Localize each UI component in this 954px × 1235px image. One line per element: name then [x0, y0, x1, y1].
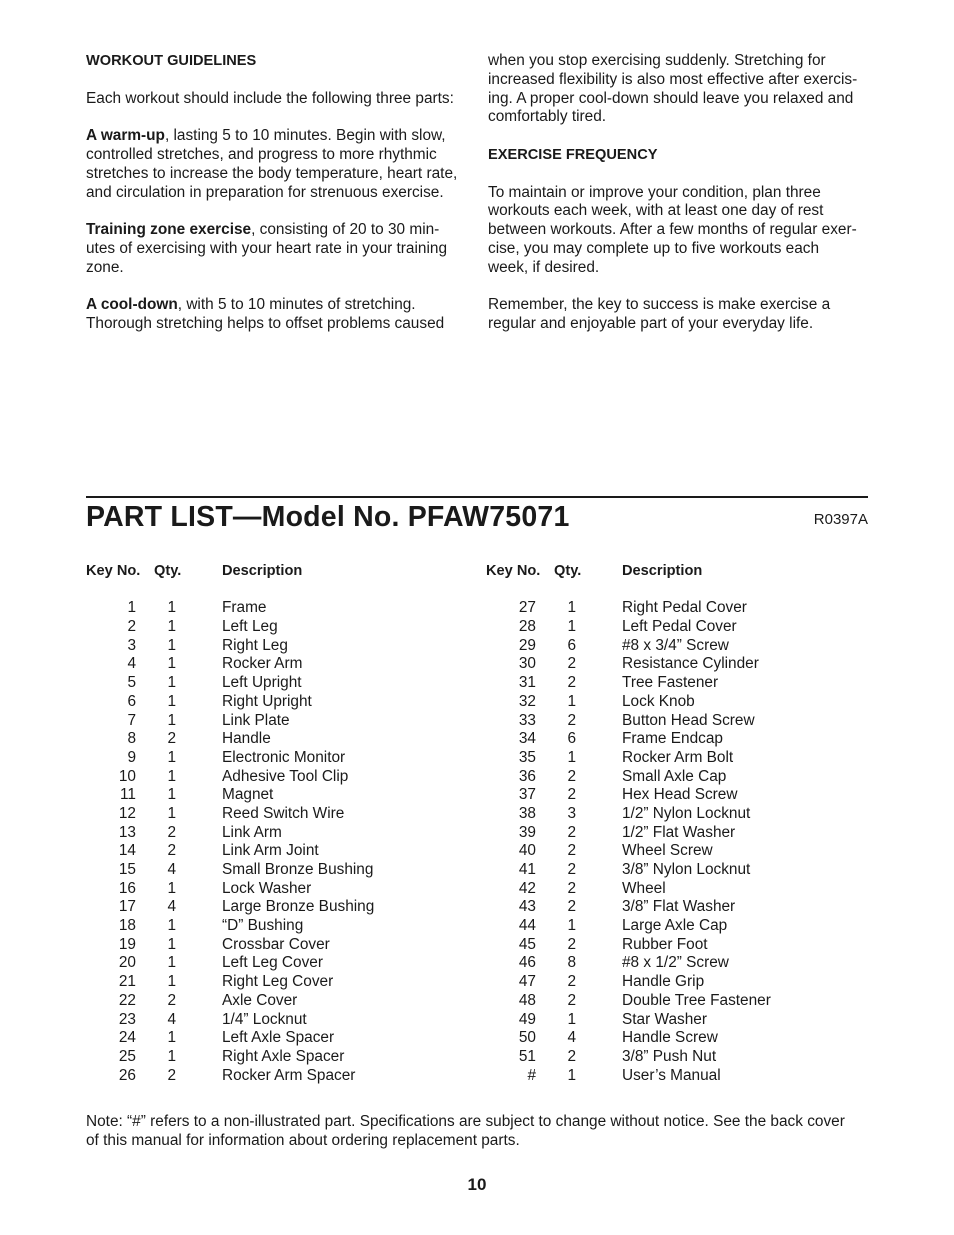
- key-no-cell: 42: [518, 879, 536, 897]
- key-no-cell: 18: [118, 917, 136, 935]
- qty-cell: 4: [567, 1029, 576, 1047]
- key-no-cell: 16: [118, 879, 136, 897]
- key-no-cell: 13: [118, 823, 136, 841]
- part-list-title: PART LIST—Model No. PFAW75071: [86, 501, 570, 533]
- key-no-cell: 7: [127, 711, 136, 729]
- key-no-cell: 9: [127, 748, 136, 766]
- cooldown-continuation: when you stop exercising suddenly. Stretching for increased flexibility is also most effective after exercis- ing. A proper cool-down should leave you relaxed and comfortably tired.: [488, 52, 858, 126]
- description-cell: User’s Manual: [622, 1066, 721, 1084]
- description-cell: Resistance Cylinder: [622, 655, 759, 673]
- section-divider: [86, 496, 868, 498]
- key-no-cell: 32: [518, 692, 536, 710]
- frequency-column: [488, 52, 870, 353]
- description-cell: Left Axle Spacer: [222, 1029, 335, 1047]
- key-no-cell: 30: [518, 655, 536, 673]
- qty-cell: 1: [567, 1066, 576, 1084]
- key-no-header: Key No.: [86, 563, 141, 579]
- qty-cell: 1: [167, 786, 176, 804]
- key-no-cell: 34: [518, 730, 536, 748]
- qty-cell: 1: [567, 1010, 576, 1028]
- frequency-paragraph-1: To maintain or improve your condition, plan three workouts each week, with at least one day of rest between workouts. After a few months of regular exer- cise, you may complete up to five workouts each week, if desired.: [488, 183, 857, 276]
- warmup-text: , lasting 5 to 10 minutes. Begin with slow, controlled stretches, and progress to more rhythmic stretches to increase the body temperature, heart rate, and circulation in preparation for strenuous exercise.: [86, 127, 458, 201]
- description-cell: Rocker Arm Spacer: [222, 1066, 356, 1084]
- description-cell: Link Arm: [222, 823, 282, 841]
- key-no-cell: 19: [118, 935, 136, 953]
- training-text: , consisting of 20 to 30 min- utes of exercising with your heart rate in your training zone.: [86, 221, 448, 276]
- qty-cell: 2: [167, 842, 176, 860]
- qty-cell: 2: [567, 935, 576, 953]
- qty-cell: 2: [167, 823, 176, 841]
- qty-cell: 2: [167, 1066, 176, 1084]
- qty-cell: 2: [567, 674, 576, 692]
- description-cell: #8 x 1/2” Screw: [622, 954, 729, 972]
- key-no-cell: 46: [518, 954, 536, 972]
- key-no-cell: 11: [120, 786, 136, 804]
- description-cell: Magnet: [222, 786, 274, 804]
- qty-cell: 2: [567, 861, 576, 879]
- description-cell: Right Leg Cover: [222, 973, 334, 991]
- key-no-cell: 33: [518, 711, 536, 729]
- qty-cell: 2: [167, 730, 176, 748]
- description-cell: Left Upright: [222, 674, 302, 692]
- description-cell: Hex Head Screw: [622, 786, 738, 804]
- key-no-cell: 38: [518, 804, 536, 822]
- qty-cell: 4: [167, 898, 176, 916]
- qty-cell: 4: [167, 861, 176, 879]
- description-cell: Double Tree Fastener: [622, 991, 771, 1009]
- description-cell: Handle: [222, 730, 271, 748]
- qty-cell: 2: [567, 973, 576, 991]
- key-no-cell: 29: [518, 636, 536, 654]
- key-no-cell: 41: [518, 861, 536, 879]
- qty-cell: 1: [167, 954, 176, 972]
- description-cell: “D” Bushing: [222, 917, 304, 935]
- key-no-cell: 17: [118, 898, 136, 916]
- description-cell: Reed Switch Wire: [222, 804, 345, 822]
- qty-cell: 3: [567, 804, 576, 822]
- cooldown-label: A cool-down: [86, 296, 178, 314]
- key-no-cell: 10: [118, 767, 136, 785]
- qty-cell: 6: [567, 636, 576, 654]
- key-no-cell: 15: [118, 861, 136, 879]
- key-no-cell: 31: [518, 674, 536, 692]
- qty-cell: 6: [567, 730, 576, 748]
- key-no-cell: 3: [127, 636, 136, 654]
- qty-cell: 1: [167, 674, 176, 692]
- key-no-cell: 28: [518, 618, 536, 636]
- qty-cell: 2: [567, 655, 576, 673]
- key-no-cell: 12: [118, 804, 136, 822]
- key-no-cell: 5: [127, 674, 136, 692]
- qty-cell: 2: [567, 767, 576, 785]
- description-cell: Large Bronze Bushing: [222, 898, 375, 916]
- qty-cell: 1: [567, 917, 576, 935]
- qty-cell: 1: [167, 618, 176, 636]
- description-cell: Crossbar Cover: [222, 935, 330, 953]
- key-no-cell: 37: [518, 786, 536, 804]
- key-no-cell: 51: [518, 1047, 536, 1065]
- qty-cell: 4: [167, 1010, 176, 1028]
- description-cell: Button Head Screw: [622, 711, 755, 729]
- qty-cell: 1: [567, 599, 576, 617]
- description-cell: 3/8” Nylon Locknut: [622, 861, 751, 879]
- qty-cell: 1: [167, 748, 176, 766]
- key-no-cell: 24: [118, 1029, 136, 1047]
- description-cell: Small Bronze Bushing: [222, 861, 374, 879]
- qty-cell: 2: [567, 879, 576, 897]
- description-header: Description: [222, 563, 303, 579]
- description-cell: Rubber Foot: [622, 935, 708, 953]
- key-no-cell: 49: [518, 1010, 536, 1028]
- description-cell: Right Axle Spacer: [222, 1047, 345, 1065]
- description-cell: Handle Grip: [622, 973, 705, 991]
- description-cell: Small Axle Cap: [622, 767, 727, 785]
- key-no-cell: 21: [118, 973, 136, 991]
- description-cell: Handle Screw: [622, 1029, 718, 1047]
- warmup-label: A warm-up: [86, 127, 165, 145]
- description-cell: Left Leg Cover: [222, 954, 323, 972]
- qty-cell: 1: [567, 618, 576, 636]
- key-no-cell: 6: [127, 692, 136, 710]
- description-cell: 1/4” Locknut: [222, 1010, 307, 1028]
- qty-cell: 1: [167, 917, 176, 935]
- qty-cell: 1: [167, 1029, 176, 1047]
- qty-cell: 2: [567, 1047, 576, 1065]
- description-cell: Lock Knob: [622, 692, 695, 710]
- description-cell: Wheel: [622, 879, 666, 897]
- description-cell: Large Axle Cap: [622, 917, 728, 935]
- description-cell: Frame Endcap: [622, 730, 723, 748]
- description-cell: Wheel Screw: [622, 842, 713, 860]
- training-label: Training zone exercise: [86, 221, 252, 239]
- frequency-paragraph-2: Remember, the key to success is make exercise a regular and enjoyable part of your everyday life.: [488, 296, 831, 333]
- guidelines-column: [86, 52, 471, 353]
- key-no-cell: 44: [518, 917, 536, 935]
- qty-cell: 2: [567, 842, 576, 860]
- qty-cell: 1: [167, 767, 176, 785]
- qty-cell: 1: [167, 973, 176, 991]
- cooldown-paragraph: [86, 296, 471, 334]
- key-no-cell: 22: [118, 991, 136, 1009]
- warmup-paragraph: [86, 127, 471, 202]
- qty-cell: 1: [167, 636, 176, 654]
- key-no-cell: 47: [518, 973, 536, 991]
- qty-cell: 1: [167, 879, 176, 897]
- description-cell: Link Arm Joint: [222, 842, 319, 860]
- description-cell: Lock Washer: [222, 879, 312, 897]
- description-cell: Rocker Arm Bolt: [622, 748, 734, 766]
- key-no-cell: 25: [118, 1047, 136, 1065]
- description-cell: Tree Fastener: [622, 674, 719, 692]
- description-cell: Electronic Monitor: [222, 748, 346, 766]
- qty-cell: 2: [567, 786, 576, 804]
- qty-cell: 2: [167, 991, 176, 1009]
- key-no-cell: 36: [518, 767, 536, 785]
- qty-cell: 2: [567, 898, 576, 916]
- qty-cell: 1: [167, 1047, 176, 1065]
- key-no-cell: #: [527, 1066, 536, 1084]
- workout-guidelines-heading: WORKOUT GUIDELINES: [86, 53, 257, 69]
- footnote: Note: “#” refers to a non-illustrated part. Specifications are subject to change without notice. See the back cover of this manual for information about ordering replacement parts.: [86, 1113, 845, 1149]
- key-no-cell: 4: [127, 655, 136, 673]
- key-no-cell: 40: [518, 842, 536, 860]
- description-cell: Left Leg: [222, 618, 278, 636]
- key-no-cell: 45: [518, 935, 536, 953]
- description-cell: Link Plate: [222, 711, 290, 729]
- page-number: 10: [467, 1175, 487, 1194]
- key-no-cell: 23: [118, 1010, 136, 1028]
- key-no-cell: 27: [518, 599, 536, 617]
- qty-cell: 1: [567, 748, 576, 766]
- qty-cell: 1: [167, 711, 176, 729]
- document-code: R0397A: [813, 511, 868, 528]
- cooldown-text: , with 5 to 10 minutes of stretching. Thorough stretching helps to offset problems caused: [86, 296, 445, 333]
- key-no-cell: 1: [127, 599, 136, 617]
- description-cell: Rocker Arm: [222, 655, 303, 673]
- key-no-cell: 43: [518, 898, 536, 916]
- key-no-cell: 2: [127, 618, 136, 636]
- qty-cell: 2: [567, 711, 576, 729]
- description-cell: Right Upright: [222, 692, 312, 710]
- guidelines-intro: Each workout should include the following three parts:: [86, 89, 454, 107]
- key-no-cell: 50: [518, 1029, 536, 1047]
- key-no-cell: 39: [518, 823, 536, 841]
- qty-cell: 1: [567, 692, 576, 710]
- key-no-header: Key No.: [486, 563, 541, 579]
- description-cell: Right Pedal Cover: [622, 599, 747, 617]
- qty-header: Qty.: [554, 563, 582, 579]
- qty-cell: 1: [167, 599, 176, 617]
- qty-cell: 1: [167, 935, 176, 953]
- description-cell: Adhesive Tool Clip: [222, 767, 349, 785]
- qty-cell: 1: [167, 655, 176, 673]
- key-no-cell: 26: [118, 1066, 136, 1084]
- qty-cell: 1: [167, 692, 176, 710]
- key-no-cell: 20: [118, 954, 136, 972]
- qty-cell: 8: [567, 954, 576, 972]
- description-cell: Axle Cover: [222, 991, 298, 1009]
- qty-cell: 2: [567, 991, 576, 1009]
- description-cell: 1/2” Flat Washer: [622, 823, 736, 841]
- qty-cell: 1: [167, 804, 176, 822]
- key-no-cell: 35: [518, 748, 536, 766]
- training-paragraph: [86, 221, 471, 277]
- exercise-frequency-heading: EXERCISE FREQUENCY: [488, 146, 658, 163]
- key-no-cell: 8: [127, 730, 136, 748]
- description-header: Description: [622, 563, 703, 579]
- key-no-cell: 14: [118, 842, 136, 860]
- description-cell: 3/8” Flat Washer: [622, 898, 736, 916]
- description-cell: Frame: [222, 599, 267, 617]
- description-cell: Right Leg: [222, 636, 288, 654]
- description-cell: 1/2” Nylon Locknut: [622, 804, 751, 822]
- description-cell: Star Washer: [622, 1010, 707, 1028]
- description-cell: Left Pedal Cover: [622, 618, 737, 636]
- description-cell: #8 x 3/4” Screw: [622, 636, 729, 654]
- description-cell: 3/8” Push Nut: [622, 1047, 717, 1065]
- key-no-cell: 48: [518, 991, 536, 1009]
- qty-header: Qty.: [154, 563, 182, 579]
- qty-cell: 2: [567, 823, 576, 841]
